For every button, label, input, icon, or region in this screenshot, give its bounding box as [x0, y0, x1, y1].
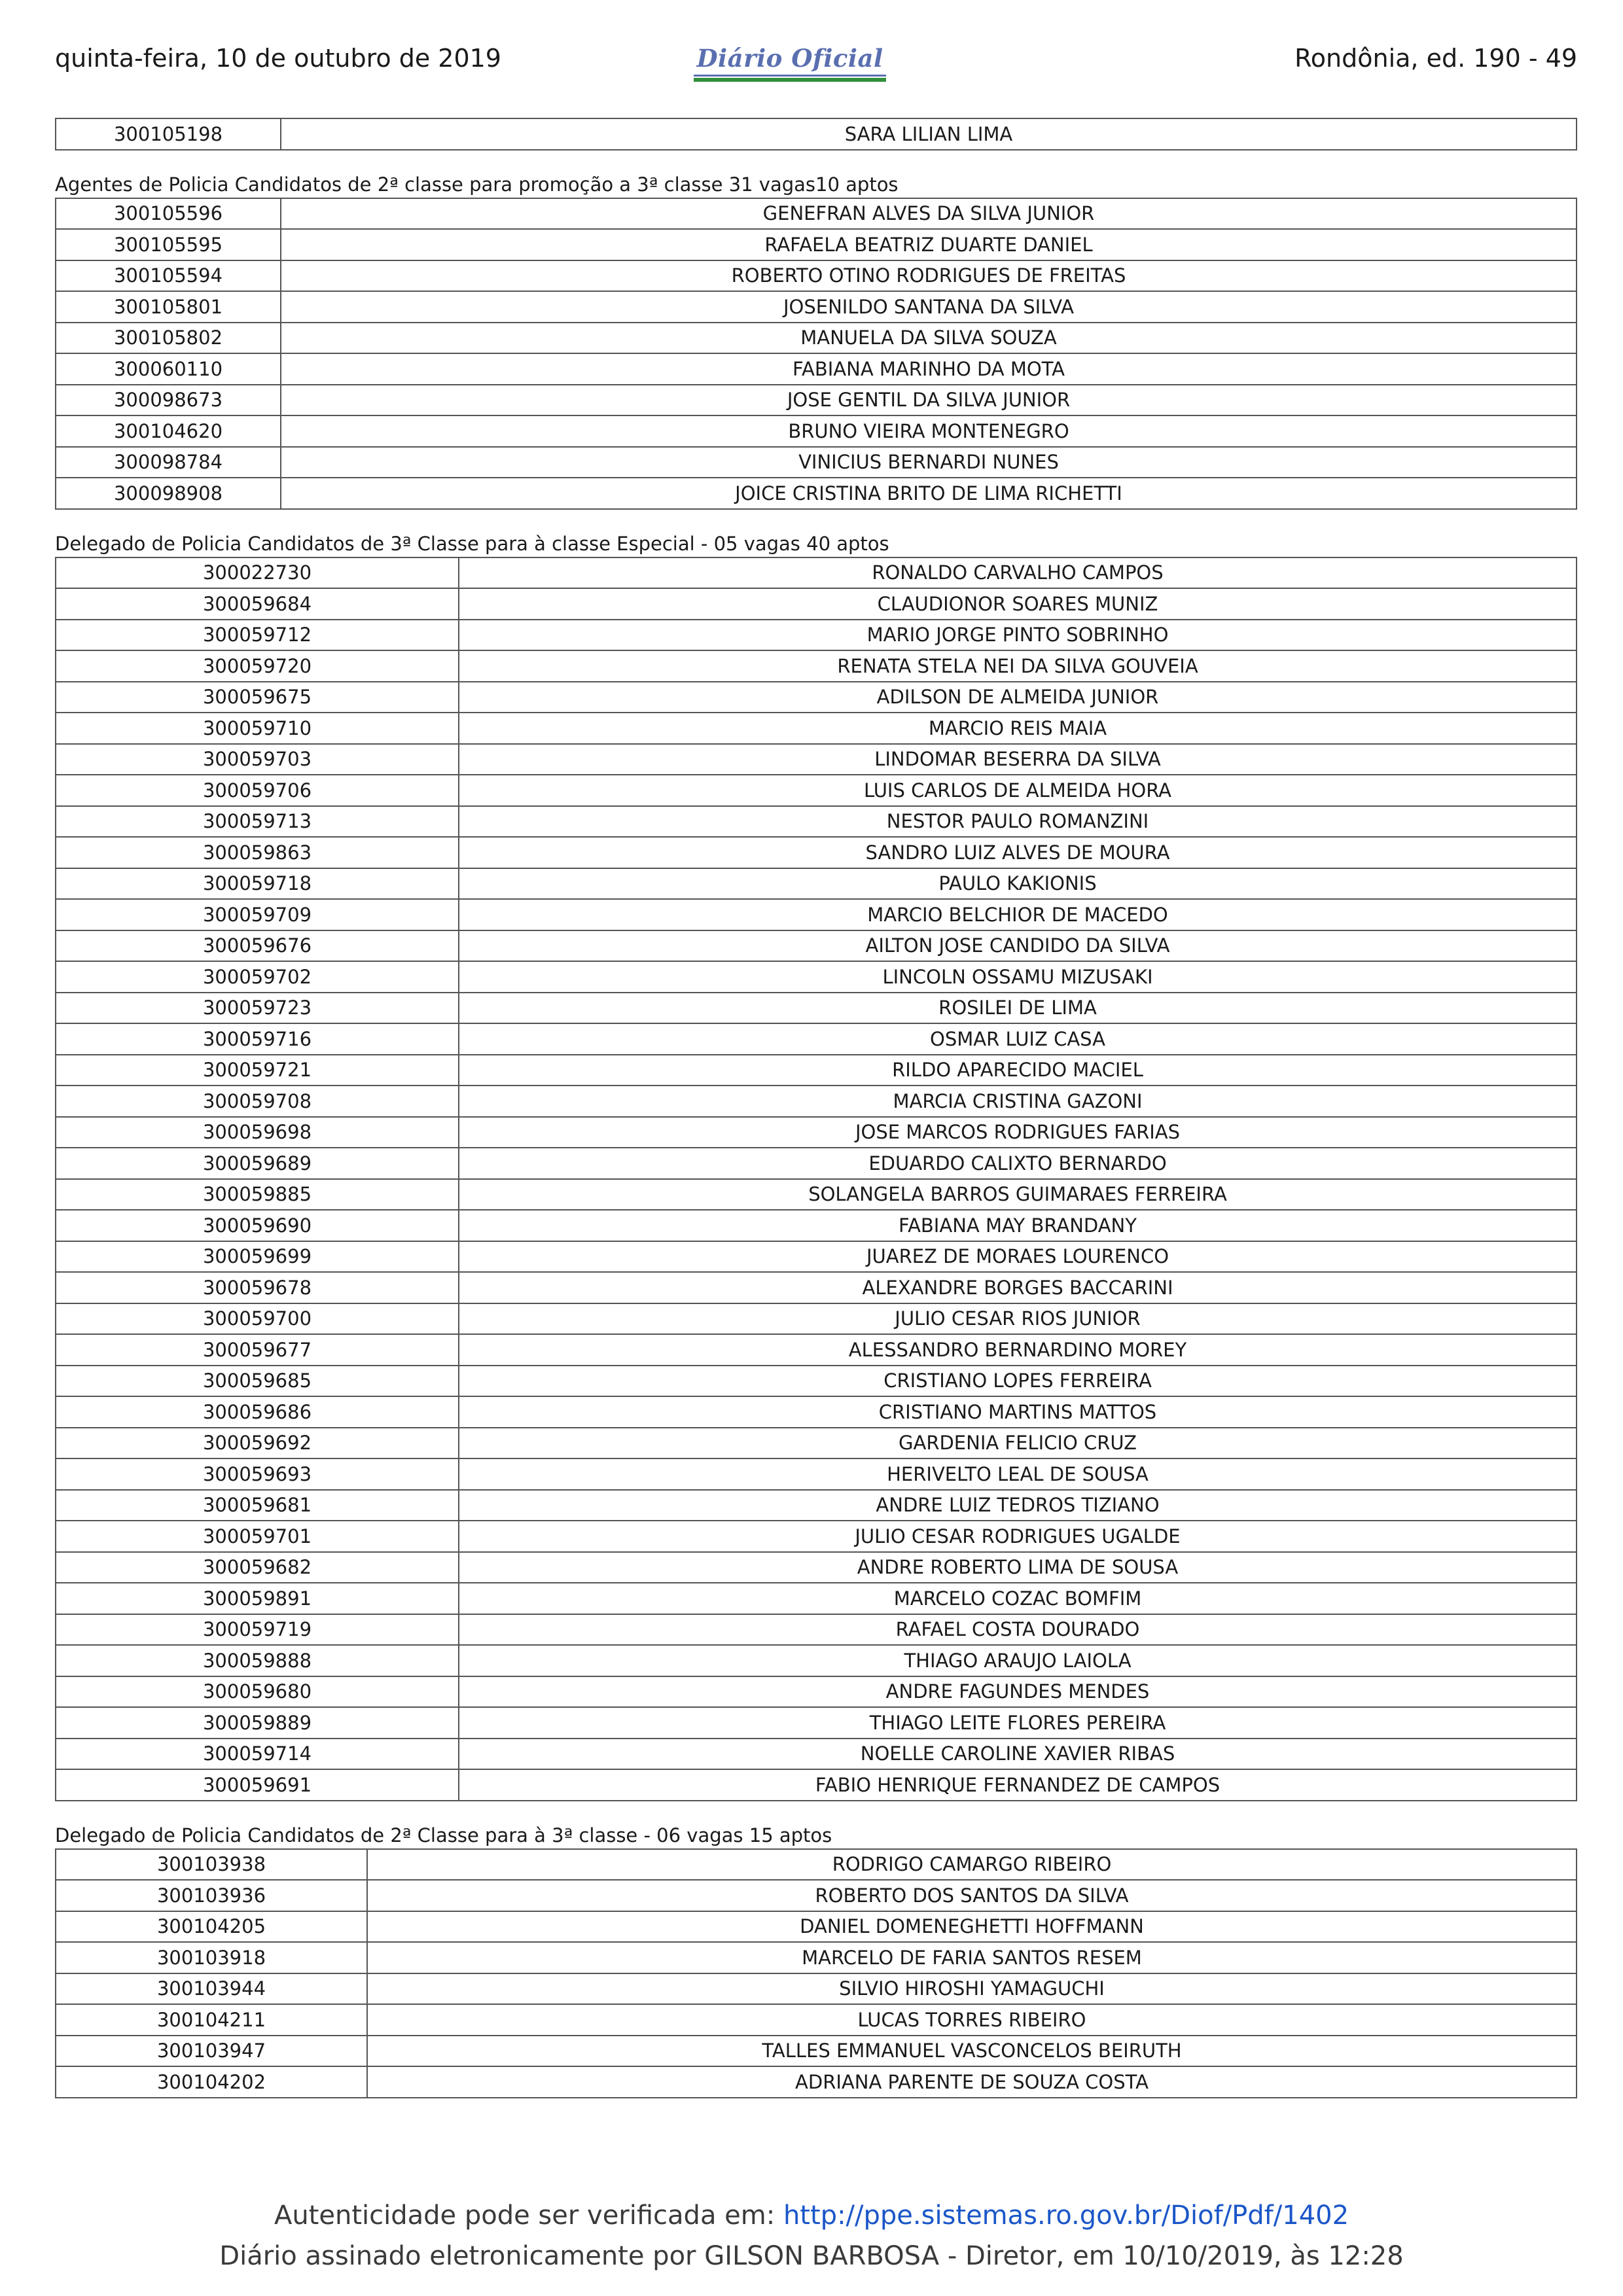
registration-number: 300059678: [56, 1272, 459, 1303]
candidate-name: VINICIUS BERNARDI NUNES: [281, 447, 1577, 478]
registration-number: 300059713: [56, 806, 459, 838]
table-row: [56, 118, 1577, 150]
candidate-name: ROBERTO OTINO RODRIGUES DE FREITAS: [281, 260, 1577, 292]
table-row: [56, 260, 1577, 292]
signature-line: Diário assinado eletronicamente por GILSON BARBOSA - Diretor, em 10/10/2019, às 12:28: [219, 2241, 1404, 2271]
table-row: [56, 2066, 1577, 2098]
table-row: [56, 1942, 1577, 1973]
registration-number: 300059885: [56, 1179, 459, 1210]
registration-number: 300059891: [56, 1583, 459, 1614]
candidate-name: JOSE MARCOS RODRIGUES FARIAS: [459, 1117, 1577, 1148]
candidate-name: MANUELA DA SILVA SOUZA: [281, 323, 1577, 354]
candidate-name: LUIS CARLOS DE ALMEIDA HORA: [459, 775, 1577, 806]
registration-number: 300059682: [56, 1552, 459, 1583]
candidate-name: ANDRE FAGUNDES MENDES: [459, 1676, 1577, 1708]
candidate-name: MARCIO REIS MAIA: [459, 713, 1577, 744]
table-row: [56, 1055, 1577, 1086]
candidate-name: HERIVELTO LEAL DE SOUSA: [459, 1458, 1577, 1490]
registration-number: 300059698: [56, 1117, 459, 1148]
registration-number: 300022730: [56, 557, 459, 589]
registration-number: 300104211: [56, 2004, 367, 2036]
table-row: [56, 806, 1577, 838]
candidate-name: OSMAR LUIZ CASA: [459, 1023, 1577, 1055]
table-row: [56, 1614, 1577, 1646]
candidate-name: RAFAELA BEATRIZ DUARTE DANIEL: [281, 229, 1577, 260]
registration-number: 300105198: [56, 118, 281, 150]
candidate-name: FABIO HENRIQUE FERNANDEZ DE CAMPOS: [459, 1769, 1577, 1801]
candidate-name: CRISTIANO LOPES FERREIRA: [459, 1366, 1577, 1397]
brand-logo: [694, 41, 885, 82]
candidate-name: SILVIO HIROSHI YAMAGUCHI: [367, 1973, 1577, 2005]
candidate-name: JOSE GENTIL DA SILVA JUNIOR: [281, 385, 1577, 416]
candidate-name: LINCOLN OSSAMU MIZUSAKI: [459, 961, 1577, 993]
registration-number: 300059691: [56, 1769, 459, 1801]
registration-number: 300059718: [56, 868, 459, 900]
issue-date: quinta-feira, 10 de outubro de 2019: [55, 44, 501, 73]
registration-number: 300059720: [56, 650, 459, 682]
table-row: [56, 650, 1577, 682]
candidate-name: THIAGO LEITE FLORES PEREIRA: [459, 1707, 1577, 1739]
candidate-name: RAFAEL COSTA DOURADO: [459, 1614, 1577, 1646]
registration-number: 300059685: [56, 1366, 459, 1397]
brand-title: Diário Oficial: [694, 43, 885, 77]
candidate-name: LINDOMAR BESERRA DA SILVA: [459, 744, 1577, 775]
candidate-name: RENATA STELA NEI DA SILVA GOUVEIA: [459, 650, 1577, 682]
table-row: [56, 1334, 1577, 1366]
registration-number: 300059723: [56, 993, 459, 1024]
table-row: [56, 198, 1577, 230]
table-row: [56, 1676, 1577, 1708]
candidate-name: JULIO CESAR RIOS JUNIOR: [459, 1303, 1577, 1335]
table-row: [56, 1849, 1577, 1881]
registration-number: 300059680: [56, 1676, 459, 1708]
table-row: [56, 1521, 1577, 1552]
table-row: [56, 1303, 1577, 1335]
candidate-name: DANIEL DOMENEGHETTI HOFFMANN: [367, 1911, 1577, 1943]
registration-number: 300105595: [56, 229, 281, 260]
candidate-name: SARA LILIAN LIMA: [281, 118, 1577, 150]
registration-number: 300059714: [56, 1739, 459, 1770]
verification-line: [0, 2195, 1623, 2236]
candidate-name: JUAREZ DE MORAES LOURENCO: [459, 1241, 1577, 1273]
candidate-name: JOSENILDO SANTANA DA SILVA: [281, 291, 1577, 323]
registration-number: 300103947: [56, 2036, 367, 2067]
registration-number: 300059701: [56, 1521, 459, 1552]
registration-number: 300105594: [56, 260, 281, 292]
registration-number: 300059677: [56, 1334, 459, 1366]
edition-page-number: Rondônia, ed. 190 - 49: [1294, 44, 1577, 73]
registration-number: 300059676: [56, 930, 459, 962]
section-caption-delegado-especial: Delegado de Policia Candidatos de 3ª Classe para à classe Especial - 05 vagas 40 aptos: [55, 532, 889, 555]
registration-number: 300059721: [56, 1055, 459, 1086]
registration-number: 300059699: [56, 1241, 459, 1273]
table-row: [56, 1148, 1577, 1179]
registration-number: 300059684: [56, 588, 459, 620]
candidate-name: LUCAS TORRES RIBEIRO: [367, 2004, 1577, 2036]
table-row: [56, 1880, 1577, 1911]
table-row: [56, 1583, 1577, 1614]
candidate-name: MARCELO COZAC BOMFIM: [459, 1583, 1577, 1614]
candidate-name: RODRIGO CAMARGO RIBEIRO: [367, 1849, 1577, 1881]
candidate-name: EDUARDO CALIXTO BERNARDO: [459, 1148, 1577, 1179]
candidate-name: ANDRE LUIZ TEDROS TIZIANO: [459, 1490, 1577, 1521]
registration-number: 300059716: [56, 1023, 459, 1055]
table-row: [56, 713, 1577, 744]
candidate-name: CLAUDIONOR SOARES MUNIZ: [459, 588, 1577, 620]
section-caption-delegado-3a: Delegado de Policia Candidatos de 2ª Classe para à 3ª classe - 06 vagas 15 aptos: [55, 1824, 832, 1846]
candidate-name: RONALDO CARVALHO CAMPOS: [459, 557, 1577, 589]
table-row: [56, 353, 1577, 385]
section-caption-agentes: Agentes de Policia Candidatos de 2ª classe para promoção a 3ª classe 31 vagas10 aptos: [55, 173, 899, 196]
registration-number: 300103918: [56, 1942, 367, 1973]
registration-number: 300060110: [56, 353, 281, 385]
candidate-name: SOLANGELA BARROS GUIMARAES FERREIRA: [459, 1179, 1577, 1210]
table-row: [56, 1428, 1577, 1459]
candidate-name: AILTON JOSE CANDIDO DA SILVA: [459, 930, 1577, 962]
table-row: [56, 868, 1577, 900]
table-row: [56, 229, 1577, 260]
table-row: [56, 557, 1577, 589]
registration-number: 300059712: [56, 620, 459, 651]
candidate-name: ROSILEI DE LIMA: [459, 993, 1577, 1024]
registration-number: 300059709: [56, 899, 459, 930]
table-row: [56, 775, 1577, 806]
table-row: [56, 447, 1577, 478]
table-row: [56, 930, 1577, 962]
table-row: [56, 2004, 1577, 2036]
page-footer: [0, 2195, 1623, 2276]
table-row: [56, 588, 1577, 620]
table-row: [56, 1086, 1577, 1117]
table-row: [56, 682, 1577, 713]
registration-number: 300104202: [56, 2066, 367, 2098]
table-row: [56, 837, 1577, 868]
registration-number: 300098673: [56, 385, 281, 416]
candidate-name: MARIO JORGE PINTO SOBRINHO: [459, 620, 1577, 651]
registration-number: 300059888: [56, 1645, 459, 1676]
candidate-name: MARCIO BELCHIOR DE MACEDO: [459, 899, 1577, 930]
registration-number: 300059690: [56, 1210, 459, 1241]
table-row: [56, 1911, 1577, 1943]
table-row: [56, 1210, 1577, 1241]
candidate-name: ALEXANDRE BORGES BACCARINI: [459, 1272, 1577, 1303]
table-row: [56, 291, 1577, 323]
registration-number: 300059702: [56, 961, 459, 993]
candidate-name: GARDENIA FELICIO CRUZ: [459, 1428, 1577, 1459]
registration-number: 300059703: [56, 744, 459, 775]
registration-number: 300059889: [56, 1707, 459, 1739]
registration-number: 300098908: [56, 478, 281, 509]
table-row: [56, 1552, 1577, 1583]
candidate-name: ALESSANDRO BERNARDINO MOREY: [459, 1334, 1577, 1366]
verification-text: Autenticidade pode ser verificada em:: [274, 2200, 783, 2231]
table-body: [56, 198, 1577, 509]
table-body: [56, 557, 1577, 1801]
table-row: [56, 2036, 1577, 2067]
candidate-name: THIAGO ARAUJO LAIOLA: [459, 1645, 1577, 1676]
registration-number: 300059689: [56, 1148, 459, 1179]
registration-number: 300104205: [56, 1911, 367, 1943]
table-row: [56, 744, 1577, 775]
candidate-name: NOELLE CAROLINE XAVIER RIBAS: [459, 1739, 1577, 1770]
table-row: [56, 1490, 1577, 1521]
brand-underline: [694, 78, 885, 82]
candidate-name: FABIANA MAY BRANDANY: [459, 1210, 1577, 1241]
registration-number: 300103944: [56, 1973, 367, 2005]
table-row: [56, 1739, 1577, 1770]
table-row: [56, 961, 1577, 993]
table-row: [56, 1179, 1577, 1210]
table-row: [56, 1458, 1577, 1490]
candidates-table-delegado-3a: [55, 1848, 1577, 2098]
table-row: [56, 415, 1577, 447]
registration-number: 300059681: [56, 1490, 459, 1521]
table-row: [56, 1769, 1577, 1801]
registration-number: 300059700: [56, 1303, 459, 1335]
candidate-name: SANDRO LUIZ ALVES DE MOURA: [459, 837, 1577, 868]
page-header: [55, 41, 1577, 82]
registration-number: 300059708: [56, 1086, 459, 1117]
table-row: [56, 1973, 1577, 2005]
candidate-name: BRUNO VIEIRA MONTENEGRO: [281, 415, 1577, 447]
table-row: [56, 323, 1577, 354]
registration-number: 300059719: [56, 1614, 459, 1646]
table-row: [56, 478, 1577, 509]
table-row: [56, 1272, 1577, 1303]
verification-link[interactable]: http://ppe.sistemas.ro.gov.br/Diof/Pdf/1402: [783, 2200, 1349, 2231]
candidate-name: MARCELO DE FARIA SANTOS RESEM: [367, 1942, 1577, 1973]
table-row: [56, 1366, 1577, 1397]
candidate-name: ADILSON DE ALMEIDA JUNIOR: [459, 682, 1577, 713]
candidate-name: ADRIANA PARENTE DE SOUZA COSTA: [367, 2066, 1577, 2098]
registration-number: 300059692: [56, 1428, 459, 1459]
registration-number: 300103936: [56, 1880, 367, 1911]
candidates-table-agentes: [55, 198, 1577, 510]
table-body: [56, 118, 1577, 150]
table-row: [56, 620, 1577, 651]
candidate-name: ANDRE ROBERTO LIMA DE SOUSA: [459, 1552, 1577, 1583]
candidate-name: FABIANA MARINHO DA MOTA: [281, 353, 1577, 385]
registration-number: 300104620: [56, 415, 281, 447]
table-row: [56, 1707, 1577, 1739]
registration-number: 300105802: [56, 323, 281, 354]
candidate-name: JULIO CESAR RODRIGUES UGALDE: [459, 1521, 1577, 1552]
table-row: [56, 1241, 1577, 1273]
table-row: [56, 899, 1577, 930]
candidates-table-continuation: [55, 118, 1577, 150]
registration-number: 300105596: [56, 198, 281, 230]
candidate-name: MARCIA CRISTINA GAZONI: [459, 1086, 1577, 1117]
candidate-name: RILDO APARECIDO MACIEL: [459, 1055, 1577, 1086]
registration-number: 300059686: [56, 1396, 459, 1428]
table-body: [56, 1849, 1577, 2098]
table-row: [56, 993, 1577, 1024]
registration-number: 300059863: [56, 837, 459, 868]
candidate-name: CRISTIANO MARTINS MATTOS: [459, 1396, 1577, 1428]
registration-number: 300098784: [56, 447, 281, 478]
table-row: [56, 1645, 1577, 1676]
document-body: [55, 118, 1577, 2098]
candidate-name: ROBERTO DOS SANTOS DA SILVA: [367, 1880, 1577, 1911]
candidates-table-delegado-especial: [55, 557, 1577, 1801]
table-row: [56, 1396, 1577, 1428]
candidate-name: PAULO KAKIONIS: [459, 868, 1577, 900]
table-row: [56, 385, 1577, 416]
registration-number: 300105801: [56, 291, 281, 323]
registration-number: 300059706: [56, 775, 459, 806]
registration-number: 300059693: [56, 1458, 459, 1490]
candidate-name: GENEFRAN ALVES DA SILVA JUNIOR: [281, 198, 1577, 230]
table-row: [56, 1117, 1577, 1148]
candidate-name: NESTOR PAULO ROMANZINI: [459, 806, 1577, 838]
table-row: [56, 1023, 1577, 1055]
candidate-name: JOICE CRISTINA BRITO DE LIMA RICHETTI: [281, 478, 1577, 509]
registration-number: 300103938: [56, 1849, 367, 1881]
candidate-name: TALLES EMMANUEL VASCONCELOS BEIRUTH: [367, 2036, 1577, 2067]
registration-number: 300059710: [56, 713, 459, 744]
registration-number: 300059675: [56, 682, 459, 713]
